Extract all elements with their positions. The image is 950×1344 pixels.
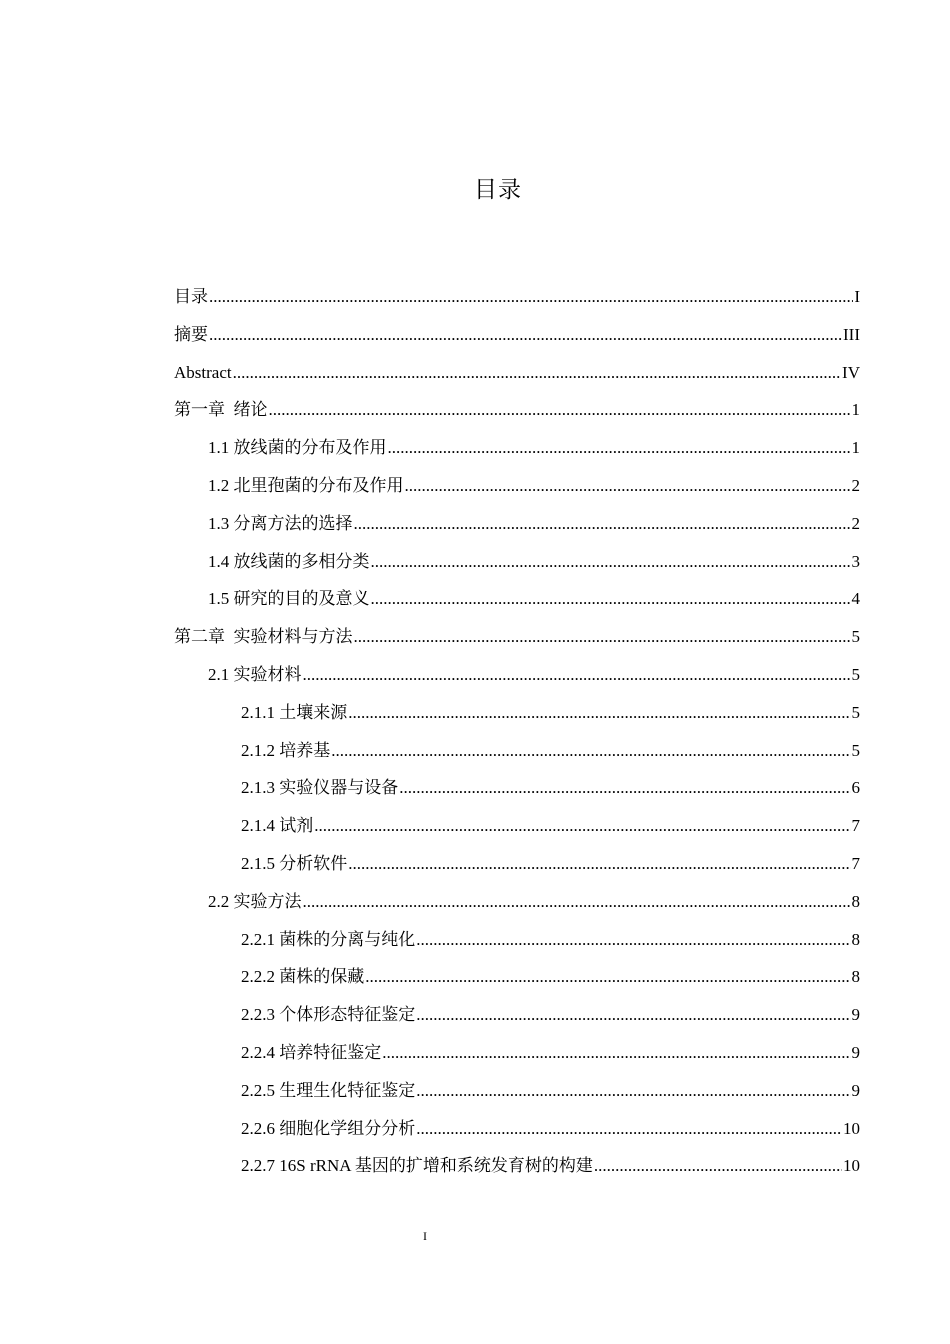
toc-dot-leader (388, 435, 851, 460)
toc-entry-page: III (843, 324, 860, 344)
toc-entry-label: 1.4 放线菌的多相分类 (208, 551, 370, 571)
toc-dot-leader (348, 700, 850, 725)
toc-entry-label: 1.2 北里孢菌的分布及作用 (208, 475, 404, 495)
toc-entry-label: 2.1.4 试剂 (241, 816, 314, 836)
toc-entry-label: 2.2.2 菌株的保藏 (241, 967, 365, 987)
table-of-contents (174, 284, 860, 1191)
toc-dot-leader (233, 360, 841, 385)
toc-dot-leader (416, 927, 850, 952)
toc-entry[interactable] (174, 1116, 860, 1154)
toc-entry[interactable] (174, 624, 860, 662)
toc-entry-page: 8 (851, 929, 860, 949)
toc-dot-leader (594, 1153, 842, 1178)
toc-entry-page: 7 (851, 853, 860, 873)
toc-entry[interactable] (174, 1078, 860, 1116)
toc-entry[interactable] (174, 435, 860, 473)
toc-dot-leader (416, 1116, 842, 1141)
toc-entry[interactable] (174, 511, 860, 549)
toc-entry-label: 2.1.5 分析软件 (241, 853, 348, 873)
toc-entry[interactable] (174, 813, 860, 851)
toc-entry-page: 9 (851, 1042, 860, 1062)
toc-entry-page: 4 (851, 589, 860, 609)
toc-entry-page: 6 (851, 778, 860, 798)
toc-entry-label: 2.2.1 菌株的分离与纯化 (241, 929, 416, 949)
toc-entry-page: 9 (851, 1005, 860, 1025)
toc-entry-page: I (854, 287, 860, 306)
toc-entry-page: 1 (851, 438, 860, 458)
toc-entry-label: 2.2.5 生理生化特征鉴定 (241, 1080, 416, 1100)
toc-entry[interactable] (174, 700, 860, 738)
toc-entry-label: 第一章 绪论 (174, 400, 268, 420)
toc-entry[interactable] (174, 1153, 860, 1191)
toc-entry[interactable] (174, 775, 860, 813)
toc-dot-leader (416, 1078, 850, 1103)
toc-entry-page: 5 (851, 664, 860, 684)
toc-entry-label: 2.1.1 土壤来源 (241, 702, 348, 722)
toc-entry-page: 5 (851, 740, 860, 760)
toc-dot-leader (348, 851, 850, 876)
toc-entry[interactable] (174, 889, 860, 927)
toc-entry[interactable] (174, 586, 860, 624)
toc-entry-label: 2.1.3 实验仪器与设备 (241, 778, 399, 798)
toc-dot-leader (365, 964, 850, 989)
toc-entry-page: 8 (851, 891, 860, 911)
toc-entry-label: 2.2.7 16S rRNA 基因的扩增和系统发育树的构建 (241, 1156, 593, 1176)
toc-dot-leader (331, 738, 850, 763)
toc-entry-label: 摘要 (174, 324, 208, 344)
toc-dot-leader (314, 813, 850, 838)
toc-entry-label: 1.5 研究的目的及意义 (208, 589, 370, 609)
toc-entry[interactable] (174, 1040, 860, 1078)
toc-entry-label: 2.1 实验材料 (208, 664, 302, 684)
toc-entry-label: 2.2.4 培养特征鉴定 (241, 1042, 382, 1062)
toc-entry-page: 5 (851, 702, 860, 722)
toc-entry[interactable] (174, 360, 860, 398)
toc-entry-label: 1.3 分离方法的选择 (208, 513, 353, 533)
toc-entry[interactable] (174, 964, 860, 1002)
toc-dot-leader (269, 397, 851, 422)
toc-entry[interactable] (174, 738, 860, 776)
toc-entry[interactable] (174, 1002, 860, 1040)
toc-entry[interactable] (174, 549, 860, 587)
page-title: 目录 (474, 177, 522, 203)
footer-page-number: I (423, 1229, 427, 1243)
toc-dot-leader (303, 889, 851, 914)
toc-entry-label: 2.2.3 个体形态特征鉴定 (241, 1005, 416, 1025)
toc-entry[interactable] (174, 473, 860, 511)
toc-dot-leader (371, 586, 851, 611)
toc-dot-leader (303, 662, 851, 687)
toc-entry-page: 5 (851, 627, 860, 647)
toc-entry-page: 2 (851, 475, 860, 495)
toc-dot-leader (209, 322, 842, 347)
toc-dot-leader (209, 284, 853, 309)
toc-entry-label: 第二章 实验材料与方法 (174, 627, 353, 647)
toc-entry-page: 1 (851, 400, 860, 420)
toc-entry[interactable] (174, 662, 860, 700)
toc-entry[interactable] (174, 927, 860, 965)
toc-dot-leader (371, 549, 851, 574)
toc-entry[interactable] (174, 397, 860, 435)
toc-entry[interactable] (174, 284, 860, 322)
toc-entry-label: Abstract (174, 362, 232, 382)
toc-dot-leader (416, 1002, 850, 1027)
toc-entry-label: 2.1.2 培养基 (241, 740, 331, 760)
toc-dot-leader (405, 473, 851, 498)
toc-entry-page: 10 (843, 1156, 860, 1176)
toc-entry-label: 1.1 放线菌的分布及作用 (208, 438, 387, 458)
toc-entry-label: 2.2.6 细胞化学组分分析 (241, 1118, 416, 1138)
toc-entry-page: IV (842, 362, 860, 382)
toc-entry-label: 2.2 实验方法 (208, 891, 302, 911)
toc-entry-label: 目录 (174, 287, 208, 306)
toc-dot-leader (382, 1040, 850, 1065)
toc-entry-page: 9 (851, 1080, 860, 1100)
toc-entry-page: 10 (843, 1118, 860, 1138)
toc-entry-page: 8 (851, 967, 860, 987)
toc-entry-page: 2 (851, 513, 860, 533)
toc-dot-leader (399, 775, 850, 800)
toc-entry[interactable] (174, 851, 860, 889)
toc-dot-leader (354, 511, 851, 536)
toc-entry[interactable] (174, 322, 860, 360)
toc-entry-page: 3 (851, 551, 860, 571)
toc-dot-leader (354, 624, 851, 649)
toc-entry-page: 7 (851, 816, 860, 836)
